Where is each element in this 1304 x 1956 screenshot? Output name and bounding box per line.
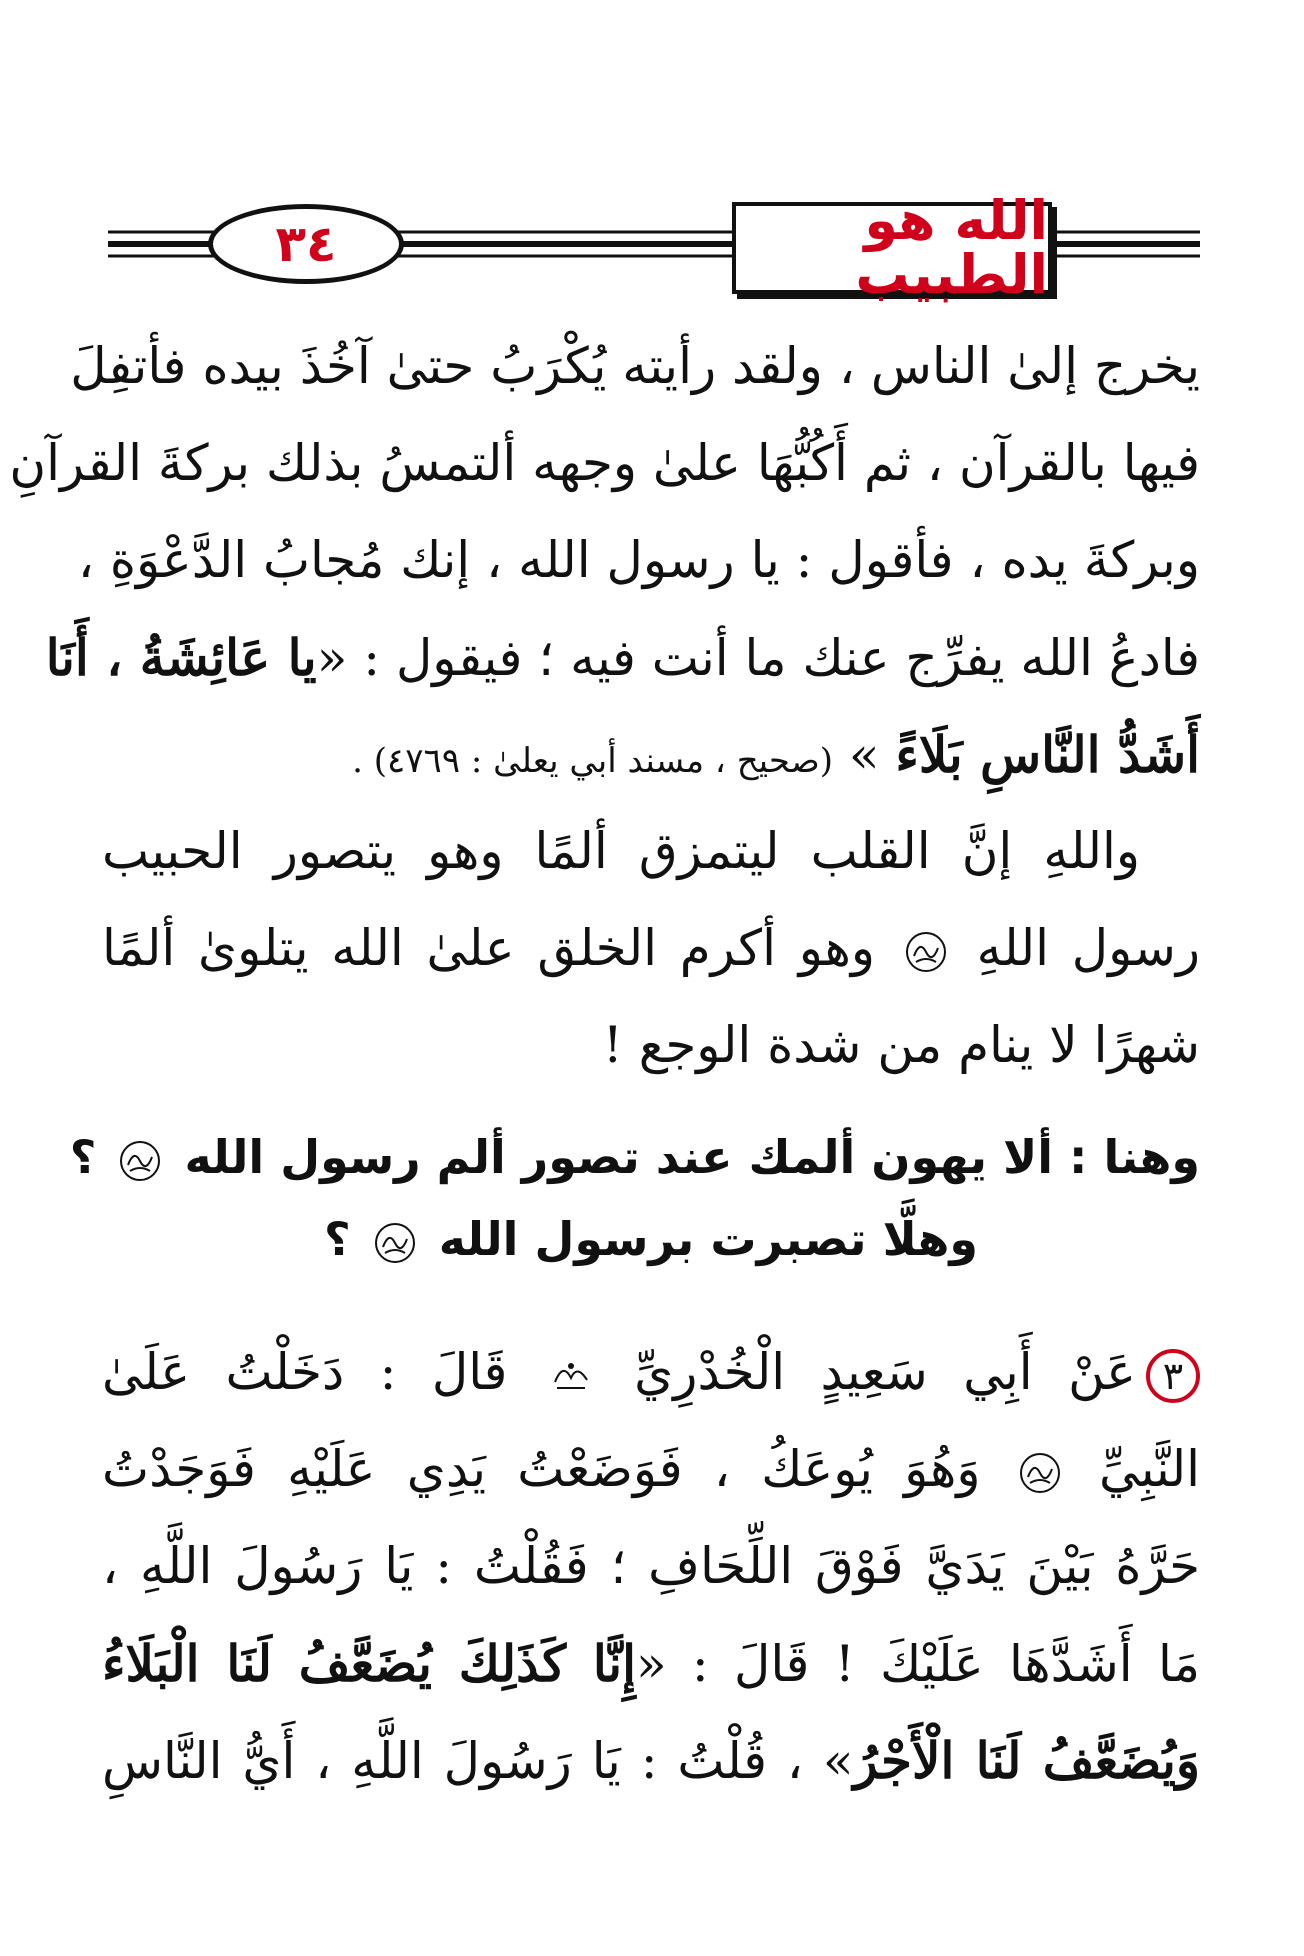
text-line <box>102 1615 1200 1712</box>
running-title: الله هو الطبيب <box>855 189 1048 306</box>
hadith-quote-bold: إِنَّا كَذَلِكَ يُضَعَّفُ لَنَا الْبَلَاءُ <box>102 1634 636 1693</box>
reflection-callout <box>69 1116 1200 1280</box>
text-span: النَّبِيِّ <box>1099 1440 1200 1498</box>
text-line <box>102 803 1200 900</box>
page-number: ٣٤ <box>275 215 337 273</box>
text-span: » ، قُلْتُ : يَا رَسُولَ اللَّهِ ، أَيُّ النَّاسِ <box>102 1732 854 1790</box>
text-span: حَرَّهُ بَيْنَ يَدَيَّ فَوْقَ اللِّحَافِ ؛ فَقُلْتُ : يَا رَسُولَ اللَّهِ ، <box>102 1537 1200 1595</box>
honorific-icon <box>902 928 950 976</box>
text-span: وهلَّا تصبرت برسول الله <box>438 1212 978 1266</box>
text-span: ؟ <box>69 1130 97 1184</box>
page-body <box>9 318 1201 1809</box>
text-line <box>77 512 1200 609</box>
text-span: رسول اللهِ <box>976 919 1200 977</box>
text-line <box>45 609 1200 706</box>
honorific-icon <box>371 1219 419 1267</box>
hadith-reference: (صحيح ، مسند أبي يعلىٰ : ٤٧٦٩) . <box>352 741 833 781</box>
text-span: » <box>848 726 880 784</box>
text-span: واللهِ إنَّ القلب ليتمزق ألمًا وهو يتصور الحبيب <box>102 822 1140 880</box>
text-line <box>102 1518 1200 1615</box>
text-span: وَهُوَ يُوعَكُ ، فَوَضَعْتُ يَدِي عَلَيْهِ فَوَجَدْتُ <box>102 1440 981 1498</box>
text-span: عَنْ أَبِي سَعِيدٍ الْخُدْرِيِّ <box>634 1343 1136 1401</box>
text-line <box>70 318 1200 415</box>
callout-line <box>102 1198 1200 1280</box>
honorific-icon <box>116 1137 164 1185</box>
honorific-icon <box>1016 1449 1064 1497</box>
text-span: وبركةَ يده ، فأقول : يا رسول الله ، إنك مُجابُ الدَّعْوَةِ ، <box>77 531 1200 589</box>
text-span: فادعُ الله يفرِّج عنك ما أنت فيه ؛ فيقول : « <box>316 629 1200 687</box>
text-span: وهو أكرم الخلق علىٰ الله يتلوىٰ ألمًا <box>102 919 876 977</box>
text-span: يخرج إلىٰ الناس ، ولقد رأيته يُكْرَبُ حتىٰ آخُذَ بيده فأتفِلَ <box>70 337 1200 395</box>
hadith-quote-bold: يا عَائِشَةُ ، أَنَا <box>45 628 317 687</box>
text-span: وهنا : ألا يهون ألمك عند تصور ألم رسول الله <box>184 1130 1200 1184</box>
hadith-quote-bold: أَشَدُّ النَّاسِ بَلَاءً <box>895 725 1200 784</box>
text-line <box>102 997 1200 1094</box>
text-span: ؟ <box>324 1212 351 1266</box>
text-line <box>102 1324 1200 1421</box>
hadith-number-badge: ٣ <box>1146 1349 1200 1403</box>
text-line <box>9 415 1200 512</box>
text-line <box>102 706 1200 803</box>
text-span: قَالَ : دَخَلْتُ عَلَىٰ <box>102 1343 508 1401</box>
running-title-box <box>732 189 1052 306</box>
callout-line <box>69 1116 1200 1198</box>
text-span: مَا أَشَدَّهَا عَلَيْكَ ! قَالَ : « <box>635 1635 1200 1693</box>
page-number-oval <box>208 204 404 284</box>
text-span: شهرًا لا ينام من شدة الوجع ! <box>602 1016 1200 1074</box>
text-span: فيها بالقرآن ، ثم أَكُبُّهَا علىٰ وجهه ألتمسُ بذلك بركةَ القرآنِ <box>9 434 1200 492</box>
hadith-quote-bold: وَيُضَعَّفُ لَنَا الْأَجْرُ <box>853 1731 1201 1790</box>
text-line <box>102 1712 1200 1809</box>
text-line <box>102 1421 1200 1518</box>
page-header <box>108 189 1200 306</box>
radiya-allahu-anhu-icon <box>547 1352 595 1400</box>
text-line <box>102 900 1200 997</box>
